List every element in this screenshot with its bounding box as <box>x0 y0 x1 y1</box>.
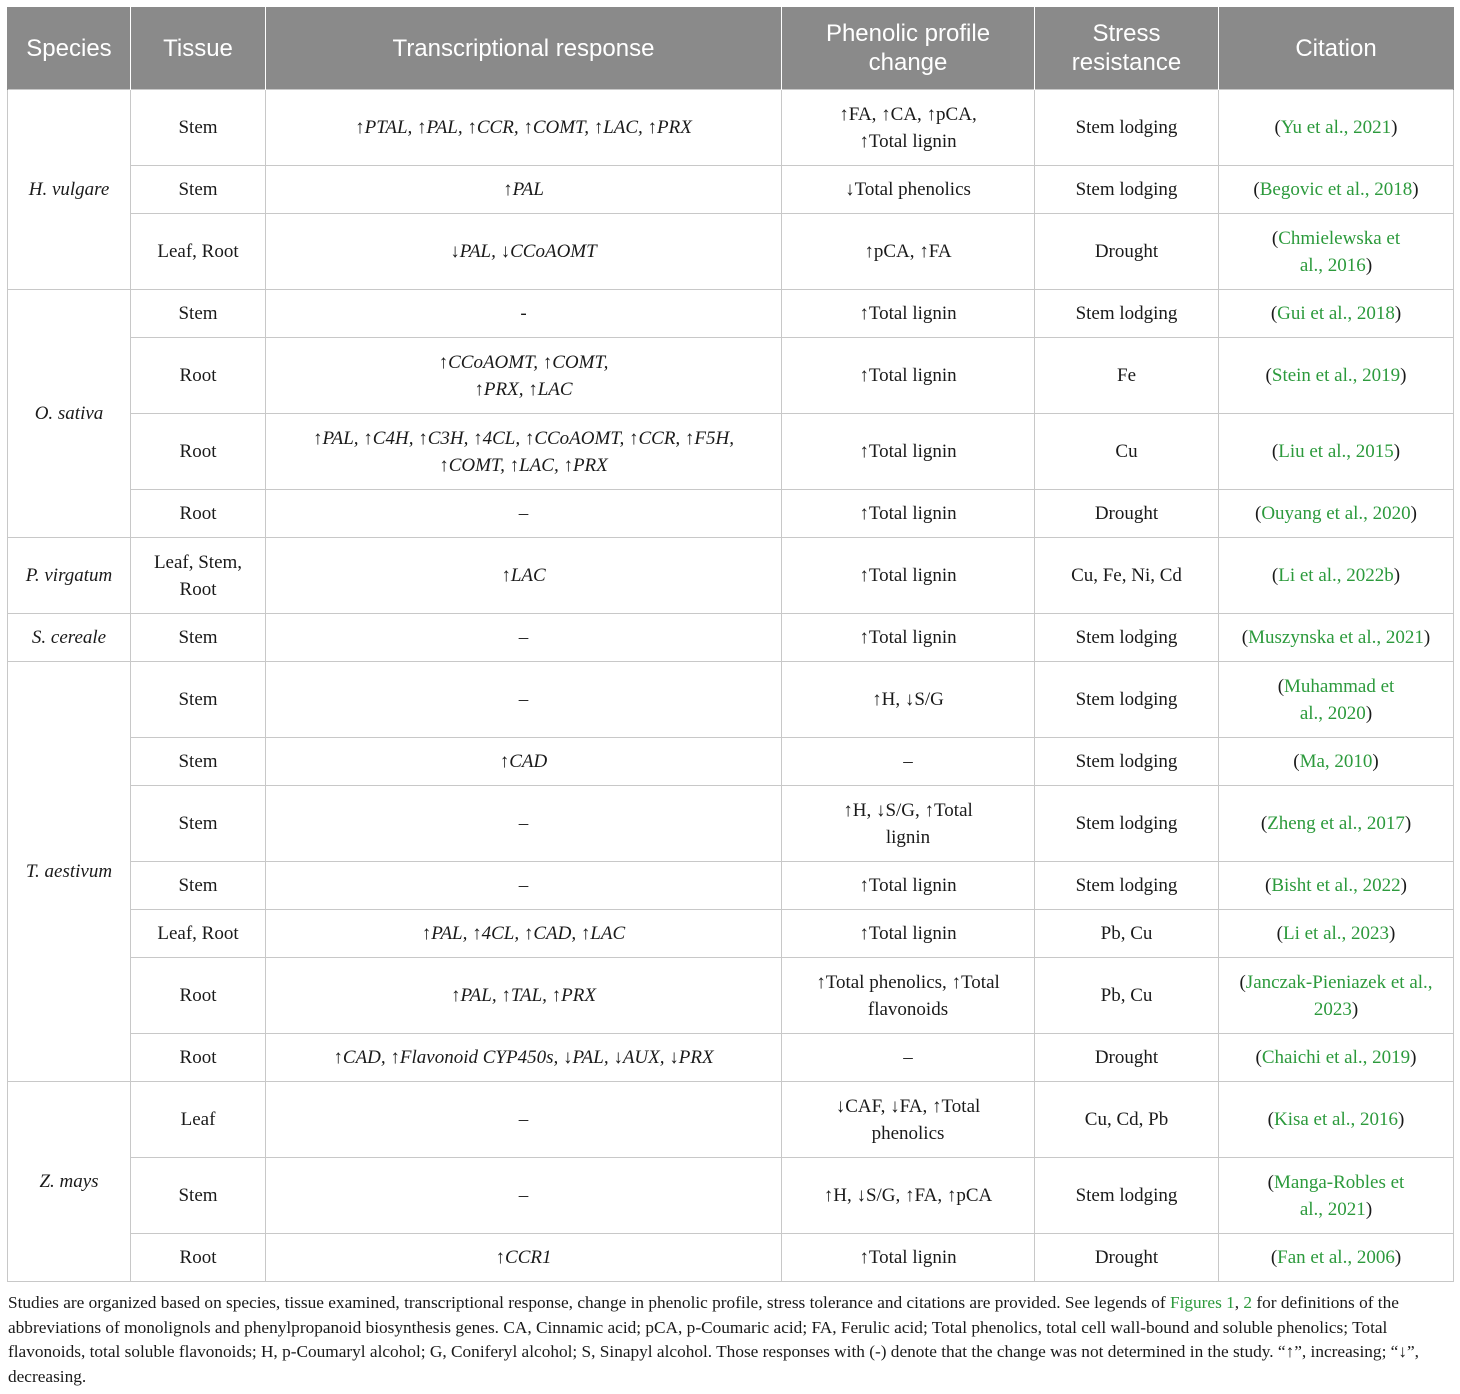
stress-cell: Stem lodging <box>1035 290 1219 338</box>
stress-cell: Drought <box>1035 490 1219 538</box>
stress-cell: Pb, Cu <box>1035 958 1219 1034</box>
citation-cell: (Chaichi et al., 2019) <box>1219 1034 1454 1082</box>
species-cell: Z. mays <box>8 1082 131 1282</box>
transcription-cell: ↑CCR1 <box>266 1234 782 1282</box>
tissue-cell: Leaf, Root <box>131 910 266 958</box>
tissue-cell: Stem <box>131 90 266 166</box>
phenolic-cell: ↑Total lignin <box>782 490 1035 538</box>
tissue-cell: Stem <box>131 662 266 738</box>
species-cell: H. vulgare <box>8 90 131 290</box>
citation-cell: (Li et al., 2022b) <box>1219 538 1454 614</box>
transcription-cell: – <box>266 862 782 910</box>
table-row <box>8 1034 1454 1082</box>
tissue-cell: Stem <box>131 166 266 214</box>
tissue-cell: Stem <box>131 786 266 862</box>
citation-cell: (Chmielewska et al., 2016) <box>1219 214 1454 290</box>
phenolic-cell: ↑Total lignin <box>782 290 1035 338</box>
table-row <box>8 958 1454 1034</box>
citation-link[interactable]: Kisa et al., 2016 <box>1273 1109 1398 1130</box>
table-row <box>8 490 1454 538</box>
citation-link[interactable]: Stein et al., 2019 <box>1271 365 1401 386</box>
tissue-cell: Leaf <box>131 1082 266 1158</box>
transcription-cell: – <box>266 1082 782 1158</box>
data-table <box>7 7 1454 1282</box>
phenolic-cell: ↑Total lignin <box>782 414 1035 490</box>
caption-text-2: for definitions of the abbreviations of monolignols and phenylpropanoid biosynthesis genes. CA, Cinnamic acid; pCA, p-Coumaric acid; FA, Ferulic acid; Total phenolics, total cell wall-bound and soluble phenolics; Total flavonoids, total soluble flavonoids; H, p-Coumaryl alcohol; G, Coniferyl alcohol; S, Sinapyl alcohol. Those responses with (-) denote that the change was not determined in the study. “↑”, increasing; “↓”, decreasing. <box>8 1293 1419 1386</box>
phenolic-cell: ↑Total lignin <box>782 614 1035 662</box>
table-row <box>8 1082 1454 1158</box>
caption-text-1: Studies are organized based on species, tissue examined, transcriptional response, change in phenolic profile, stress tolerance and citations are provided. See legends of <box>8 1293 1170 1312</box>
citation-link[interactable]: Muszynska et al., 2021 <box>1248 627 1424 648</box>
header-phenolic-profile-change: Phenolic profile change <box>782 7 1035 90</box>
stress-cell: Drought <box>1035 214 1219 290</box>
tissue-cell: Root <box>131 414 266 490</box>
transcription-cell: ↑PAL, ↑4CL, ↑CAD, ↑LAC <box>266 910 782 958</box>
stress-cell: Stem lodging <box>1035 90 1219 166</box>
tissue-cell: Root <box>131 1034 266 1082</box>
stress-cell: Stem lodging <box>1035 614 1219 662</box>
tissue-cell: Root <box>131 1234 266 1282</box>
transcription-cell: ↓PAL, ↓CCoAOMT <box>266 214 782 290</box>
stress-cell: Stem lodging <box>1035 166 1219 214</box>
transcription-cell: ↑CAD <box>266 738 782 786</box>
citation-cell: (Stein et al., 2019) <box>1219 338 1454 414</box>
citation-cell: (Ouyang et al., 2020) <box>1219 490 1454 538</box>
phenolic-cell: ↓CAF, ↓FA, ↑Total phenolics <box>782 1082 1035 1158</box>
citation-link[interactable]: Zheng et al., 2017 <box>1267 813 1405 834</box>
header-citation: Citation <box>1219 7 1454 90</box>
table-caption <box>8 1291 1454 1389</box>
phenolic-cell: ↑Total lignin <box>782 338 1035 414</box>
stress-cell: Stem lodging <box>1035 1158 1219 1234</box>
transcription-cell: ↑CCoAOMT, ↑COMT, ↑PRX, ↑LAC <box>266 338 782 414</box>
caption-separator: , <box>1234 1293 1244 1312</box>
transcription-cell: ↑LAC <box>266 538 782 614</box>
citation-cell: (Yu et al., 2021) <box>1219 90 1454 166</box>
stress-cell: Fe <box>1035 338 1219 414</box>
citation-link[interactable]: Li et al., 2023 <box>1282 923 1390 944</box>
tissue-cell: Root <box>131 958 266 1034</box>
citation-link[interactable]: Li et al., 2022b <box>1278 565 1394 586</box>
tissue-cell: Leaf, Root <box>131 214 266 290</box>
citation-cell: (Muhammad et al., 2020) <box>1219 662 1454 738</box>
tissue-cell: Stem <box>131 1158 266 1234</box>
species-cell: O. sativa <box>8 290 131 538</box>
stress-cell: Stem lodging <box>1035 738 1219 786</box>
figure-2-link[interactable]: 2 <box>1243 1293 1253 1312</box>
citation-link[interactable]: Begovic et al., 2018 <box>1259 179 1413 200</box>
citation-cell: (Zheng et al., 2017) <box>1219 786 1454 862</box>
tissue-cell: Leaf, Stem, Root <box>131 538 266 614</box>
phenolic-cell: ↑pCA, ↑FA <box>782 214 1035 290</box>
transcription-cell: – <box>266 662 782 738</box>
transcription-cell: – <box>266 490 782 538</box>
citation-cell: (Ma, 2010) <box>1219 738 1454 786</box>
table-row <box>8 738 1454 786</box>
transcription-cell: ↑PAL <box>266 166 782 214</box>
stress-cell: Cu, Fe, Ni, Cd <box>1035 538 1219 614</box>
phenolic-cell: – <box>782 738 1035 786</box>
citation-cell: (Fan et al., 2006) <box>1219 1234 1454 1282</box>
citation-link[interactable]: Chaichi et al., 2019 <box>1261 1047 1411 1068</box>
transcription-cell: – <box>266 786 782 862</box>
table-row <box>8 910 1454 958</box>
transcription-cell: - <box>266 290 782 338</box>
citation-cell: (Gui et al., 2018) <box>1219 290 1454 338</box>
stress-cell: Cu, Cd, Pb <box>1035 1082 1219 1158</box>
phenolic-cell: ↑Total lignin <box>782 538 1035 614</box>
header-row <box>8 7 1454 90</box>
table-row <box>8 862 1454 910</box>
table-row <box>8 786 1454 862</box>
citation-link[interactable]: Liu et al., 2015 <box>1278 441 1394 462</box>
stress-cell: Stem lodging <box>1035 862 1219 910</box>
citation-link[interactable]: Janczak-Pieniazek et al., 2023 <box>1245 971 1433 1020</box>
phenolic-cell: ↑FA, ↑CA, ↑pCA, ↑Total lignin <box>782 90 1035 166</box>
citation-link[interactable]: Fan et al., 2006 <box>1277 1247 1395 1268</box>
figures-link[interactable]: Figures 1 <box>1169 1293 1235 1312</box>
citation-link[interactable]: Muhammad et al., 2020 <box>1284 675 1395 724</box>
table-row <box>8 1234 1454 1282</box>
header-tissue: Tissue <box>131 7 266 90</box>
tissue-cell: Stem <box>131 614 266 662</box>
citation-cell: (Bisht et al., 2022) <box>1219 862 1454 910</box>
citation-cell: (Manga-Robles et al., 2021) <box>1219 1158 1454 1234</box>
phenolic-cell: ↑Total phenolics, ↑Total flavonoids <box>782 958 1035 1034</box>
tissue-cell: Stem <box>131 738 266 786</box>
table-row <box>8 290 1454 338</box>
stress-cell: Drought <box>1035 1234 1219 1282</box>
citation-link[interactable]: Yu et al., 2021 <box>1280 117 1392 138</box>
phenolic-cell: ↑H, ↓S/G <box>782 662 1035 738</box>
transcription-cell: ↑PAL, ↑C4H, ↑C3H, ↑4CL, ↑CCoAOMT, ↑CCR, ↑F5H, ↑COMT, ↑LAC, ↑PRX <box>266 414 782 490</box>
stress-cell: Stem lodging <box>1035 786 1219 862</box>
citation-cell: (Li et al., 2023) <box>1219 910 1454 958</box>
stress-cell: Drought <box>1035 1034 1219 1082</box>
species-cell: P. virgatum <box>8 538 131 614</box>
citation-link[interactable]: Bisht et al., 2022 <box>1271 875 1401 896</box>
stress-cell: Cu <box>1035 414 1219 490</box>
table-row <box>8 90 1454 166</box>
stress-cell: Pb, Cu <box>1035 910 1219 958</box>
tissue-cell: Root <box>131 490 266 538</box>
table-row <box>8 214 1454 290</box>
phenolic-cell: ↑H, ↓S/G, ↑FA, ↑pCA <box>782 1158 1035 1234</box>
phenolic-cell: ↑Total lignin <box>782 910 1035 958</box>
citation-link[interactable]: Manga-Robles et al., 2021 <box>1274 1171 1405 1220</box>
transcription-cell: ↑CAD, ↑Flavonoid CYP450s, ↓PAL, ↓AUX, ↓PRX <box>266 1034 782 1082</box>
citation-link[interactable]: Ouyang et al., 2020 <box>1261 503 1411 524</box>
tissue-cell: Stem <box>131 862 266 910</box>
transcription-cell: – <box>266 1158 782 1234</box>
phenolic-cell: ↑Total lignin <box>782 862 1035 910</box>
species-cell: T. aestivum <box>8 662 131 1082</box>
table-row <box>8 662 1454 738</box>
table-row <box>8 614 1454 662</box>
phenolic-cell: ↑H, ↓S/G, ↑Total lignin <box>782 786 1035 862</box>
table-row <box>8 1158 1454 1234</box>
table-row <box>8 166 1454 214</box>
tissue-cell: Root <box>131 338 266 414</box>
citation-link[interactable]: Chmielewska et al., 2016 <box>1278 227 1401 276</box>
tissue-cell: Stem <box>131 290 266 338</box>
citation-cell: (Liu et al., 2015) <box>1219 414 1454 490</box>
transcription-cell: ↑PAL, ↑TAL, ↑PRX <box>266 958 782 1034</box>
phenolic-cell: – <box>782 1034 1035 1082</box>
table-row <box>8 538 1454 614</box>
transcription-cell: – <box>266 614 782 662</box>
phenolic-cell: ↑Total lignin <box>782 1234 1035 1282</box>
citation-cell: (Muszynska et al., 2021) <box>1219 614 1454 662</box>
table-row <box>8 338 1454 414</box>
transcription-cell: ↑PTAL, ↑PAL, ↑CCR, ↑COMT, ↑LAC, ↑PRX <box>266 90 782 166</box>
citation-cell: (Janczak-Pieniazek et al., 2023) <box>1219 958 1454 1034</box>
phenolic-cell: ↓Total phenolics <box>782 166 1035 214</box>
citation-link[interactable]: Ma, 2010 <box>1299 751 1373 772</box>
species-cell: S. cereale <box>8 614 131 662</box>
citation-cell: (Begovic et al., 2018) <box>1219 166 1454 214</box>
stress-cell: Stem lodging <box>1035 662 1219 738</box>
citation-link[interactable]: Gui et al., 2018 <box>1277 303 1395 324</box>
header-species: Species <box>8 7 131 90</box>
header-transcriptional-response: Transcriptional response <box>266 7 782 90</box>
citation-cell: (Kisa et al., 2016) <box>1219 1082 1454 1158</box>
table-row <box>8 414 1454 490</box>
header-stress-resistance: Stress resistance <box>1035 7 1219 90</box>
